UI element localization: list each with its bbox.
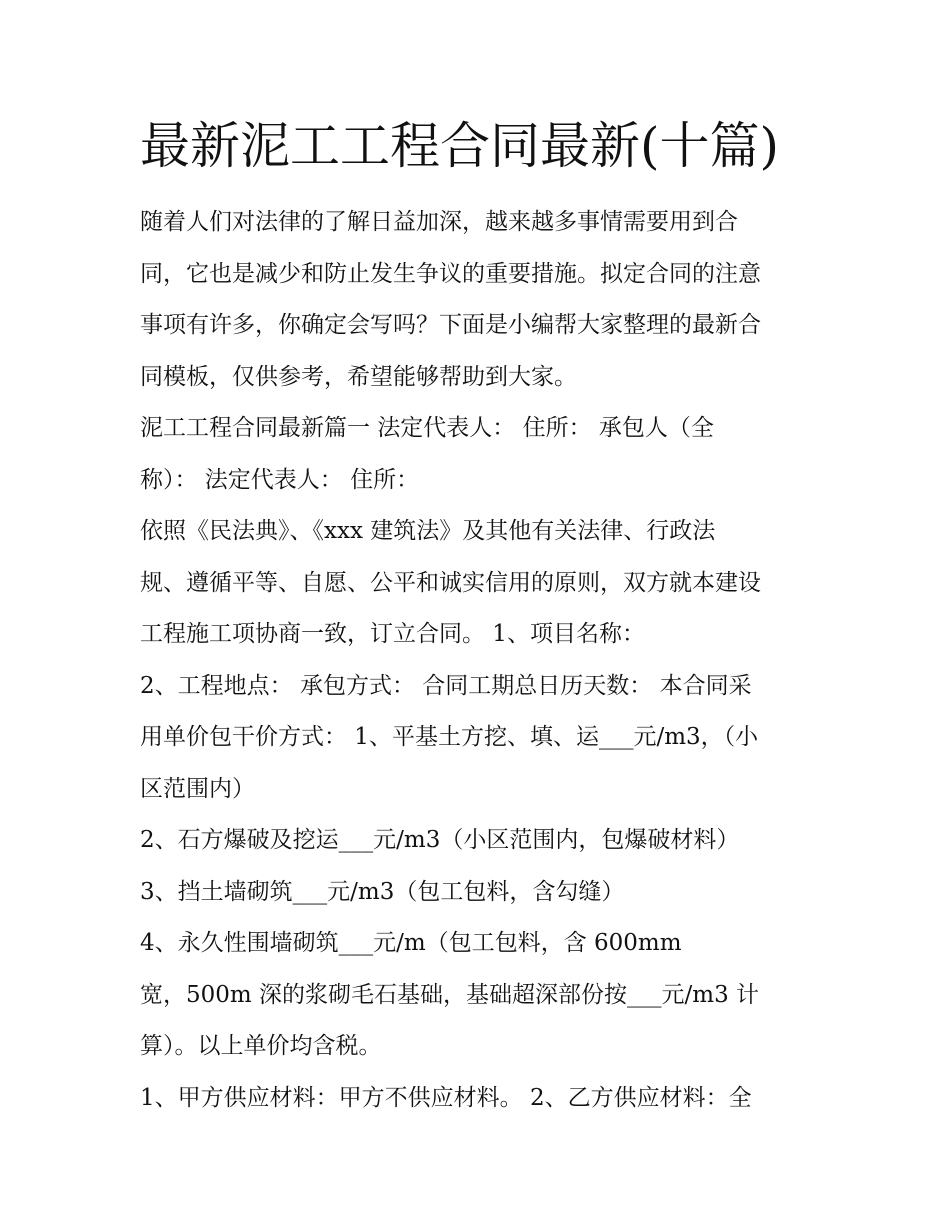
body-line: 同模板，仅供参考，希望能够帮助到大家。 xyxy=(140,363,577,390)
body-line: 3、挡土墙砌筑___元/m3（包工包料，含勾缝） xyxy=(140,878,625,905)
body-line: 泥工工程合同最新篇一 法定代表人： 住所： 承包人（全 xyxy=(140,415,714,441)
body-line: 同，它也是减少和防止发生争议的重要措施。拟定合同的注意 xyxy=(140,260,761,287)
document-body xyxy=(140,200,840,1127)
body-line: 称）： 法定代表人： 住所： xyxy=(140,466,420,493)
body-line: 事项有许多，你确定会写吗？下面是小编帮大家整理的最新合 xyxy=(140,312,761,338)
body-line: 2、工程地点： 承包方式： 合同工期总日历天数： 本合同采 xyxy=(140,672,752,699)
body-line: 区范围内） xyxy=(140,775,255,802)
body-line: 工程施工项协商一致，订立合同。 1、项目名称： xyxy=(140,621,645,647)
body-line: 1、甲方供应材料：甲方不供应材料。 2、乙方供应材料：全 xyxy=(140,1084,752,1111)
body-line: 规、遵循平等、自愿、公平和诚实信用的原则，双方就本建设 xyxy=(140,569,761,596)
body-line: 随着人们对法律的了解日益加深，越来越多事情需要用到合 xyxy=(140,209,738,235)
document-title: 最新泥工工程合同最新(十篇) xyxy=(140,117,780,175)
body-line: 依照《民法典》、《xxx 建筑法》及其他有关法律、行政法 xyxy=(140,518,716,544)
body-line: 2、石方爆破及挖运___元/m3（小区范围内，包爆破材料） xyxy=(140,827,740,853)
body-line: 算）。以上单价均含税。 xyxy=(140,1033,382,1059)
body-line: 宽，500m 深的浆砌毛石基础，基础超深部份按___元/m3 计 xyxy=(140,981,760,1008)
body-line: 4、永久性围墙砌筑___元/m（包工包料，含 600mm xyxy=(140,930,682,956)
body-line: 用单价包干价方式： 1、平基土方挖、填、运___元/m3，（小 xyxy=(140,724,759,750)
